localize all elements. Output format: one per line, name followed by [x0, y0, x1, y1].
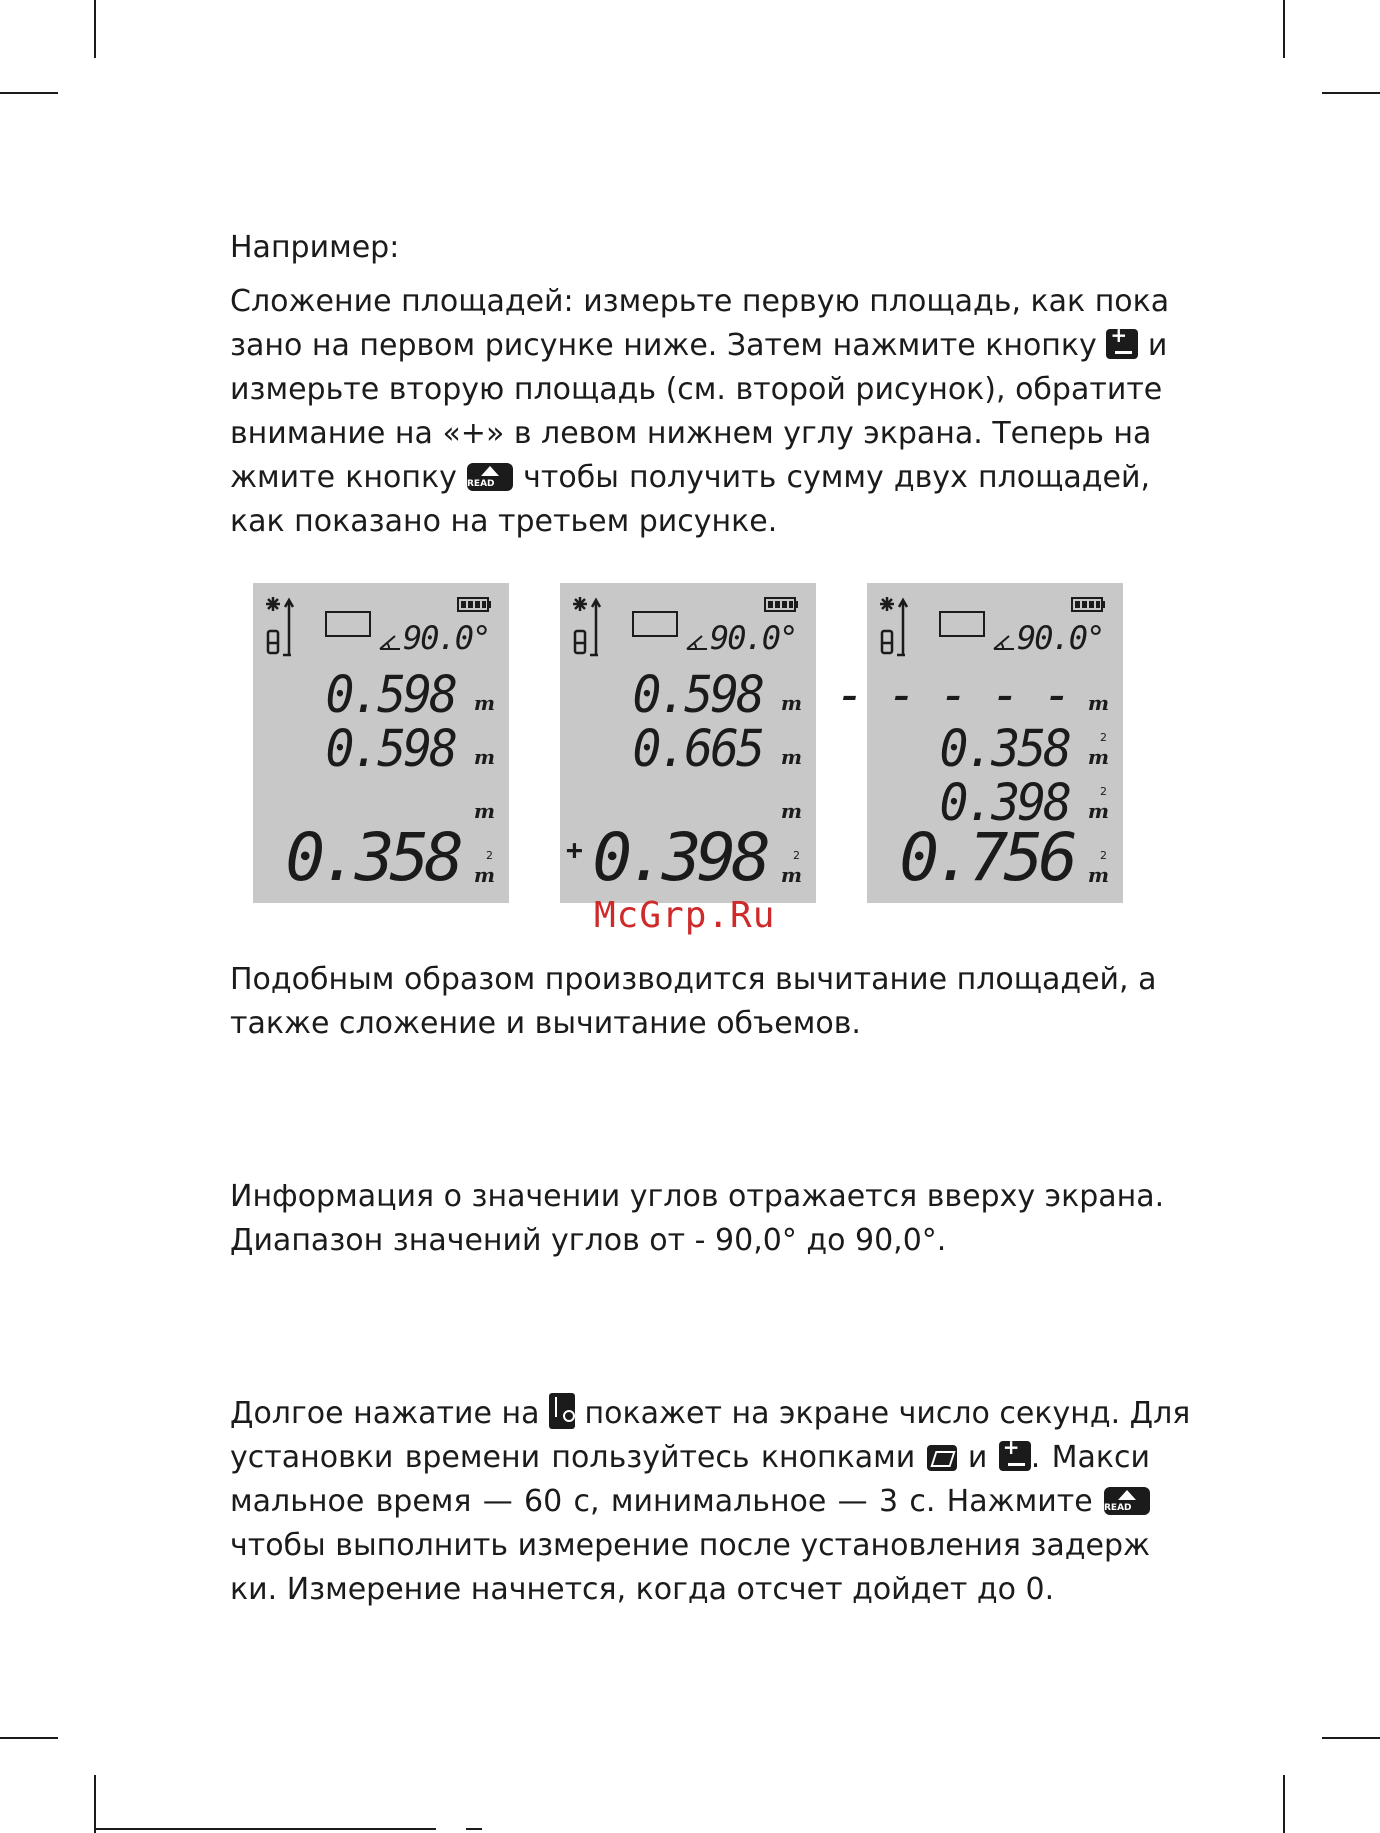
unit-line-1: m	[473, 691, 495, 715]
lcd-screen-3	[835, 583, 1123, 903]
plus-minus-button-icon	[1106, 329, 1138, 359]
measurement-line-1: 0.598	[325, 665, 455, 725]
unit-line-2: m	[1087, 745, 1109, 769]
read-button-icon: READ	[1104, 1487, 1150, 1515]
crop-mark	[466, 1828, 482, 1830]
paragraph-area-addition	[230, 280, 1170, 544]
crop-mark	[1283, 0, 1285, 58]
laser-reference-icon	[877, 595, 911, 661]
crop-mark	[0, 1737, 58, 1739]
laser-reference-icon	[570, 595, 604, 661]
unit-exponent: 2	[1100, 849, 1107, 862]
main-result-value: 0.756	[899, 819, 1073, 896]
measurement-line-2: 0.598	[325, 719, 455, 779]
unit-main: m	[1087, 863, 1109, 887]
unit-main: m	[473, 863, 495, 887]
text-line: измерьте вторую площадь (см. второй рисунок), обратите	[230, 372, 1163, 407]
lcd-screen-1	[253, 583, 509, 903]
plus-minus-button-icon	[999, 1441, 1031, 1471]
unit-exponent: 2	[1100, 785, 1107, 798]
unit-exponent: 2	[1100, 731, 1107, 744]
addition-indicator: +	[566, 833, 583, 866]
text-line: жмите кнопку READ чтобы получить сумму двух площадей,	[230, 460, 1150, 495]
paragraph-angles	[230, 1175, 1165, 1263]
text-line: как показано на третьем рисунке.	[230, 504, 778, 539]
crop-mark	[1283, 1775, 1285, 1833]
timer-button-icon	[549, 1393, 575, 1429]
paragraph-timer	[230, 1392, 1191, 1612]
text-line: Подобным образом производится вычитание площадей, а	[230, 962, 1157, 997]
main-result-value: 0.358	[285, 819, 459, 896]
unit-line-1: m	[1087, 691, 1109, 715]
battery-icon	[764, 597, 800, 613]
text-line: внимание на «+» в левом нижнем углу экрана. Теперь на	[230, 416, 1152, 451]
text-line: Диапазон значений углов от - 90,0° до 90,0°.	[230, 1223, 947, 1258]
laser-reference-icon	[263, 595, 297, 661]
unit-line-3: m	[473, 799, 495, 823]
angle-icon	[686, 635, 708, 651]
measurement-line-1: - - - - -	[835, 665, 1069, 725]
read-button-icon: READ	[467, 463, 513, 491]
paragraph-subtraction	[230, 958, 1157, 1046]
measurement-line-3: 0.398	[939, 773, 1069, 833]
text-line: чтобы выполнить измерение после установления задерж	[230, 1528, 1151, 1563]
text-line: Сложение площадей: измерьте первую площадь, как пока	[230, 284, 1170, 319]
unit-main: m	[780, 863, 802, 887]
unit-exponent: 2	[793, 849, 800, 862]
text-line: Долгое нажатие на покажет на экране число секунд. Для	[230, 1392, 1150, 1436]
main-result-value: 0.398	[592, 819, 766, 896]
angle-icon	[993, 635, 1015, 651]
angle-value: 90.0°	[710, 619, 797, 657]
unit-line-2: m	[780, 745, 802, 769]
area-button-icon	[927, 1445, 957, 1471]
unit-line-1: m	[780, 691, 802, 715]
watermark: McGrp.Ru	[594, 895, 776, 936]
area-mode-icon	[325, 611, 371, 637]
text-line: мальное время — 60 с, минимальное — 3 с. Нажмите READ	[230, 1480, 1150, 1524]
battery-icon	[457, 597, 493, 613]
measurement-line-2: 0.358	[939, 719, 1069, 779]
text-line: установки времени пользуйтесь кнопками и +. Макси	[230, 1436, 1150, 1480]
lcd-screen-2	[560, 583, 816, 903]
crop-mark	[1322, 92, 1380, 94]
angle-icon	[379, 635, 401, 651]
unit-exponent: 2	[486, 849, 493, 862]
unit-line-2: m	[473, 745, 495, 769]
measurement-line-2: 0.665	[632, 719, 762, 779]
text-line: Информация о значении углов отражается вверху экрана.	[230, 1179, 1165, 1214]
text-line: ки. Измерение начнется, когда отсчет дойдет до 0.	[230, 1572, 1055, 1607]
text-line: зано на первом рисунке ниже. Затем нажмите кнопку + и	[230, 324, 1150, 368]
example-label: Например:	[230, 230, 400, 265]
crop-mark	[96, 1828, 436, 1830]
unit-line-3: m	[780, 799, 802, 823]
crop-mark	[1322, 1737, 1380, 1739]
area-mode-icon	[632, 611, 678, 637]
crop-mark	[94, 1775, 96, 1833]
measurement-line-1: 0.598	[632, 665, 762, 725]
unit-line-3: m	[1087, 799, 1109, 823]
area-mode-icon	[939, 611, 985, 637]
crop-mark	[0, 92, 58, 94]
text-line: также сложение и вычитание объемов.	[230, 1006, 861, 1041]
battery-icon	[1071, 597, 1107, 613]
angle-value: 90.0°	[1017, 619, 1104, 657]
crop-mark	[94, 0, 96, 58]
angle-value: 90.0°	[403, 619, 490, 657]
